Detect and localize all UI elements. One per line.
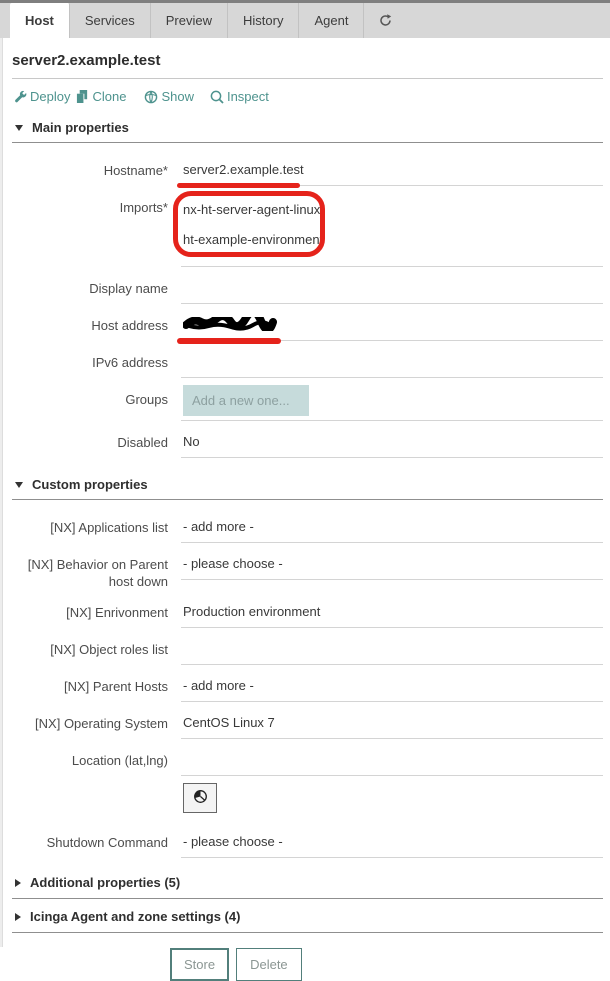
disabled-select[interactable] bbox=[181, 428, 603, 458]
field-row-groups bbox=[12, 385, 603, 421]
section-additional-properties[interactable] bbox=[12, 865, 603, 899]
field-row-behavior-parent-down bbox=[12, 550, 603, 590]
clone-link[interactable] bbox=[76, 89, 126, 104]
section-main-properties[interactable] bbox=[12, 108, 603, 143]
field-row-hostname bbox=[12, 156, 603, 186]
tab-services[interactable]: Services bbox=[70, 3, 151, 38]
form-buttons bbox=[170, 948, 603, 981]
field-row-environment bbox=[12, 598, 603, 628]
hostname-value: server2.example.test bbox=[183, 162, 304, 177]
section-title: Icinga Agent and zone settings (4) bbox=[30, 909, 241, 924]
field-row-display-name bbox=[12, 274, 603, 304]
tab-preview[interactable]: Preview bbox=[151, 3, 228, 38]
behavior-parent-down-value: - please choose - bbox=[183, 556, 283, 571]
expand-triangle-icon bbox=[15, 913, 21, 921]
section-title: Additional properties (5) bbox=[30, 875, 181, 890]
collapse-triangle-icon bbox=[15, 125, 23, 131]
parent-hosts-value: - add more - bbox=[183, 678, 254, 693]
field-row-operating-system bbox=[12, 709, 603, 739]
behavior-parent-down-select[interactable] bbox=[181, 550, 603, 580]
field-row-object-roles-list bbox=[12, 635, 603, 665]
field-row-location bbox=[12, 746, 603, 776]
location-input[interactable] bbox=[181, 746, 603, 776]
field-label: Host address bbox=[91, 318, 168, 333]
wrench-icon bbox=[14, 90, 27, 103]
field-row-shutdown-command bbox=[12, 828, 603, 858]
field-label: [NX] Behavior on Parent host down bbox=[27, 557, 168, 589]
globe-locate-icon bbox=[193, 789, 208, 807]
field-label: [NX] Operating System bbox=[35, 716, 168, 731]
field-row-ipv6-address bbox=[12, 348, 603, 378]
applications-list-select[interactable] bbox=[181, 513, 603, 543]
operating-system-value: CentOS Linux 7 bbox=[183, 715, 275, 730]
red-underline-annotation bbox=[177, 338, 281, 344]
host-form bbox=[0, 38, 610, 981]
imports-item[interactable]: ht-example-environment bbox=[183, 232, 324, 247]
field-row-host-address bbox=[12, 311, 603, 341]
field-label: Disabled bbox=[117, 435, 168, 450]
column-edge-strip bbox=[0, 38, 3, 947]
field-label: [NX] Object roles list bbox=[50, 642, 168, 657]
map-picker-row bbox=[183, 783, 603, 813]
main-properties-rows bbox=[12, 143, 603, 458]
field-row-disabled bbox=[12, 428, 603, 458]
host-address-input[interactable] bbox=[181, 311, 603, 341]
action-links bbox=[12, 79, 603, 108]
ipv6-address-input[interactable] bbox=[181, 348, 603, 378]
field-label: Hostname* bbox=[103, 163, 168, 178]
environment-select[interactable] bbox=[181, 598, 603, 628]
field-label: Shutdown Command bbox=[46, 835, 168, 850]
deploy-link[interactable] bbox=[14, 89, 70, 104]
red-underline-annotation bbox=[177, 183, 300, 188]
section-title: Main properties bbox=[32, 120, 129, 135]
expand-triangle-icon bbox=[15, 879, 21, 887]
field-label: IPv6 address bbox=[92, 355, 168, 370]
field-label: Imports* bbox=[119, 200, 168, 215]
custom-properties-rows bbox=[12, 500, 603, 858]
parent-hosts-select[interactable] bbox=[181, 672, 603, 702]
tab-agent[interactable]: Agent bbox=[299, 3, 364, 38]
clone-label: Clone bbox=[92, 89, 127, 104]
tab-bar bbox=[0, 0, 610, 38]
section-icinga-agent-zone-settings[interactable] bbox=[12, 899, 603, 933]
field-label: [NX] Parent Hosts bbox=[63, 679, 168, 694]
display-name-input[interactable] bbox=[181, 274, 603, 304]
field-label: [NX] Applications list bbox=[50, 520, 168, 535]
object-roles-list-input[interactable] bbox=[181, 635, 603, 665]
tab-host[interactable]: Host bbox=[10, 3, 70, 38]
shutdown-command-select[interactable] bbox=[181, 828, 603, 858]
section-title: Custom properties bbox=[32, 477, 148, 492]
operating-system-select[interactable] bbox=[181, 709, 603, 739]
tab-history[interactable]: History bbox=[228, 3, 299, 38]
store-button[interactable]: Store bbox=[170, 948, 229, 981]
show-label: Show bbox=[161, 89, 194, 104]
environment-value: Production environment bbox=[183, 604, 321, 619]
field-row-parent-hosts bbox=[12, 672, 603, 702]
field-row-applications-list bbox=[12, 513, 603, 543]
deploy-label: Deploy bbox=[30, 89, 71, 104]
shutdown-command-value: - please choose - bbox=[183, 834, 283, 849]
collapse-triangle-icon bbox=[15, 482, 23, 488]
inspect-link[interactable] bbox=[210, 89, 269, 104]
map-picker-button[interactable] bbox=[183, 783, 217, 813]
magnifier-icon bbox=[210, 90, 224, 104]
imports-item[interactable]: nx-ht-server-agent-linux bbox=[183, 202, 321, 217]
field-label: Display name bbox=[89, 281, 168, 296]
inspect-label: Inspect bbox=[226, 89, 269, 104]
field-label: Location (lat,lng) bbox=[71, 753, 168, 768]
field-label: [NX] Enrivonment bbox=[66, 605, 168, 620]
clone-icon bbox=[76, 90, 89, 103]
page-title: server2.example.test bbox=[12, 44, 603, 79]
show-link[interactable] bbox=[144, 89, 194, 104]
groups-autocomplete-input[interactable] bbox=[183, 385, 309, 416]
delete-button[interactable]: Delete bbox=[236, 948, 302, 981]
field-label: Groups bbox=[125, 392, 168, 407]
refresh-icon[interactable] bbox=[378, 13, 393, 28]
globe-icon bbox=[144, 90, 158, 104]
disabled-value: No bbox=[183, 434, 200, 449]
redaction-scribble bbox=[183, 317, 278, 331]
imports-multiselect[interactable] bbox=[181, 193, 603, 267]
hostname-input[interactable] bbox=[181, 156, 603, 186]
applications-list-value: - add more - bbox=[183, 519, 254, 534]
field-row-imports bbox=[12, 193, 603, 267]
section-custom-properties[interactable] bbox=[12, 465, 603, 500]
